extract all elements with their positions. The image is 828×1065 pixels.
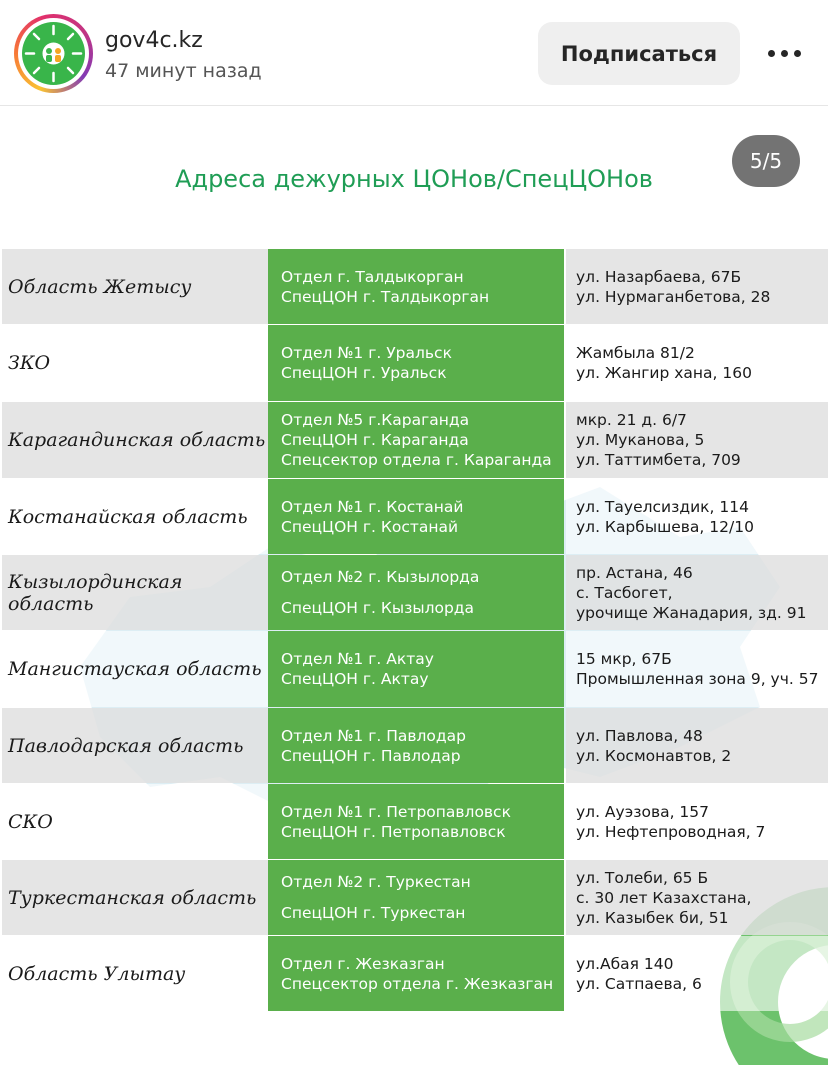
office-name: СпецЦОН г. Актау bbox=[281, 670, 429, 688]
table-row bbox=[0, 708, 828, 783]
address-list bbox=[566, 555, 828, 630]
address-line: Промышленная зона 9, уч. 57 bbox=[576, 670, 819, 688]
office-list bbox=[268, 631, 564, 707]
region-name: Карагандинская область bbox=[2, 402, 268, 478]
region-name: СКО bbox=[2, 784, 268, 859]
office-name: Спецсектор отдела г. Караганда bbox=[281, 451, 552, 469]
address-list bbox=[566, 708, 828, 783]
region-name: Павлодарская область bbox=[2, 708, 268, 783]
account-name[interactable]: gov4c.kz bbox=[105, 28, 203, 53]
region-name: Область Улытау bbox=[2, 936, 268, 1011]
office-list bbox=[268, 479, 564, 554]
table-row bbox=[0, 402, 828, 478]
address-line: ул. Толеби, 65 Б bbox=[576, 868, 709, 887]
office-name: Отдел №1 г. Костанай bbox=[281, 497, 464, 516]
office-name: СпецЦОН г. Костанай bbox=[281, 517, 459, 536]
office-list bbox=[268, 860, 564, 935]
address-line: ул. Казыбек би, 51 bbox=[576, 908, 729, 927]
table-row bbox=[0, 479, 828, 554]
office-name: Отдел №1 г. Уральск bbox=[281, 344, 452, 362]
address-line: Жамбыла 81/2 bbox=[576, 344, 695, 362]
office-list bbox=[268, 249, 564, 324]
address-line: с. Тасбогет, bbox=[576, 583, 673, 602]
address-list bbox=[566, 631, 828, 707]
table-row bbox=[0, 631, 828, 707]
address-list bbox=[566, 325, 828, 401]
post-header bbox=[0, 0, 828, 106]
table-row bbox=[0, 784, 828, 859]
office-list bbox=[268, 325, 564, 401]
office-name: Отдел №1 г. Петропавловск bbox=[281, 802, 511, 821]
address-line: ул. Муканова, 5 bbox=[576, 431, 705, 449]
post-image bbox=[0, 107, 828, 1065]
address-line: ул. Павлова, 48 bbox=[576, 726, 703, 745]
address-list bbox=[566, 402, 828, 478]
post-timestamp: 47 минут назад bbox=[105, 60, 262, 82]
gov4c-logo-icon bbox=[22, 22, 85, 85]
address-list bbox=[566, 249, 828, 324]
address-line: ул. Жангир хана, 160 bbox=[576, 364, 752, 382]
office-name: СпецЦОН г. Петропавловск bbox=[281, 822, 506, 841]
address-line: ул.Абая 140 bbox=[576, 954, 674, 973]
address-line: ул. Назарбаева, 67Б bbox=[576, 267, 742, 286]
address-list bbox=[566, 860, 828, 935]
table-row bbox=[0, 860, 828, 935]
table-row bbox=[0, 555, 828, 630]
office-name: СпецЦОН г. Караганда bbox=[281, 431, 469, 449]
office-name: Отдел г. Жезказган bbox=[281, 954, 445, 973]
office-list bbox=[268, 402, 564, 478]
office-name: СпецЦОН г. Талдыкорган bbox=[281, 287, 490, 306]
address-line: с. 30 лет Казахстана, bbox=[576, 888, 752, 907]
address-line: ул. Сатпаева, 6 bbox=[576, 974, 702, 993]
subscribe-button[interactable]: Подписаться bbox=[538, 22, 740, 85]
avatar[interactable] bbox=[14, 14, 93, 93]
address-line: ул. Тауелсиздик, 114 bbox=[576, 497, 749, 516]
office-name: Отдел №1 г. Актау bbox=[281, 650, 434, 668]
region-name: ЗКО bbox=[2, 325, 268, 401]
address-list bbox=[566, 479, 828, 554]
region-name: Мангистауская область bbox=[2, 631, 268, 707]
address-line: ул. Нурмаганбетова, 28 bbox=[576, 287, 771, 306]
region-name: Туркестанская область bbox=[2, 860, 268, 935]
more-options-icon[interactable] bbox=[760, 36, 808, 70]
office-name: СпецЦОН г. Туркестан bbox=[281, 904, 466, 923]
table-row bbox=[0, 249, 828, 324]
region-name: Область Жетысу bbox=[2, 249, 268, 324]
office-name: Отдел г. Талдыкорган bbox=[281, 267, 464, 286]
office-name: Отдел №2 г. Туркестан bbox=[281, 872, 471, 891]
office-name: Отдел №5 г.Караганда bbox=[281, 411, 470, 429]
address-line: ул. Таттимбета, 709 bbox=[576, 451, 741, 469]
office-name: СпецЦОН г. Кызылорда bbox=[281, 599, 475, 618]
office-list bbox=[268, 708, 564, 783]
region-name: Кызылординская область bbox=[2, 555, 268, 630]
address-line: ул. Космонавтов, 2 bbox=[576, 746, 732, 765]
address-line: мкр. 21 д. 6/7 bbox=[576, 411, 687, 429]
office-list bbox=[268, 936, 564, 1011]
office-name: Отдел №1 г. Павлодар bbox=[281, 726, 466, 745]
page-counter: 5/5 bbox=[732, 135, 800, 187]
address-list bbox=[566, 784, 828, 859]
office-list bbox=[268, 784, 564, 859]
office-name: СпецЦОН г. Павлодар bbox=[281, 746, 461, 765]
address-line: урочище Жанадария, зд. 91 bbox=[576, 603, 807, 622]
address-line: пр. Астана, 46 bbox=[576, 563, 693, 582]
office-name: СпецЦОН г. Уральск bbox=[281, 364, 447, 382]
table-row bbox=[0, 936, 828, 1011]
address-line: ул. Ауэзова, 157 bbox=[576, 802, 710, 821]
address-line: ул. Карбышева, 12/10 bbox=[576, 517, 754, 536]
address-list bbox=[566, 936, 828, 1011]
table-row bbox=[0, 325, 828, 401]
office-name: Спецсектор отдела г. Жезказган bbox=[281, 974, 554, 993]
office-list bbox=[268, 555, 564, 630]
post-title: Адреса дежурных ЦОНов/СпецЦОНов bbox=[175, 165, 653, 193]
address-line: ул. Нефтепроводная, 7 bbox=[576, 822, 766, 841]
region-name: Костанайская область bbox=[2, 479, 268, 554]
address-line: 15 мкр, 67Б bbox=[576, 650, 672, 668]
office-name: Отдел №2 г. Кызылорда bbox=[281, 567, 480, 586]
